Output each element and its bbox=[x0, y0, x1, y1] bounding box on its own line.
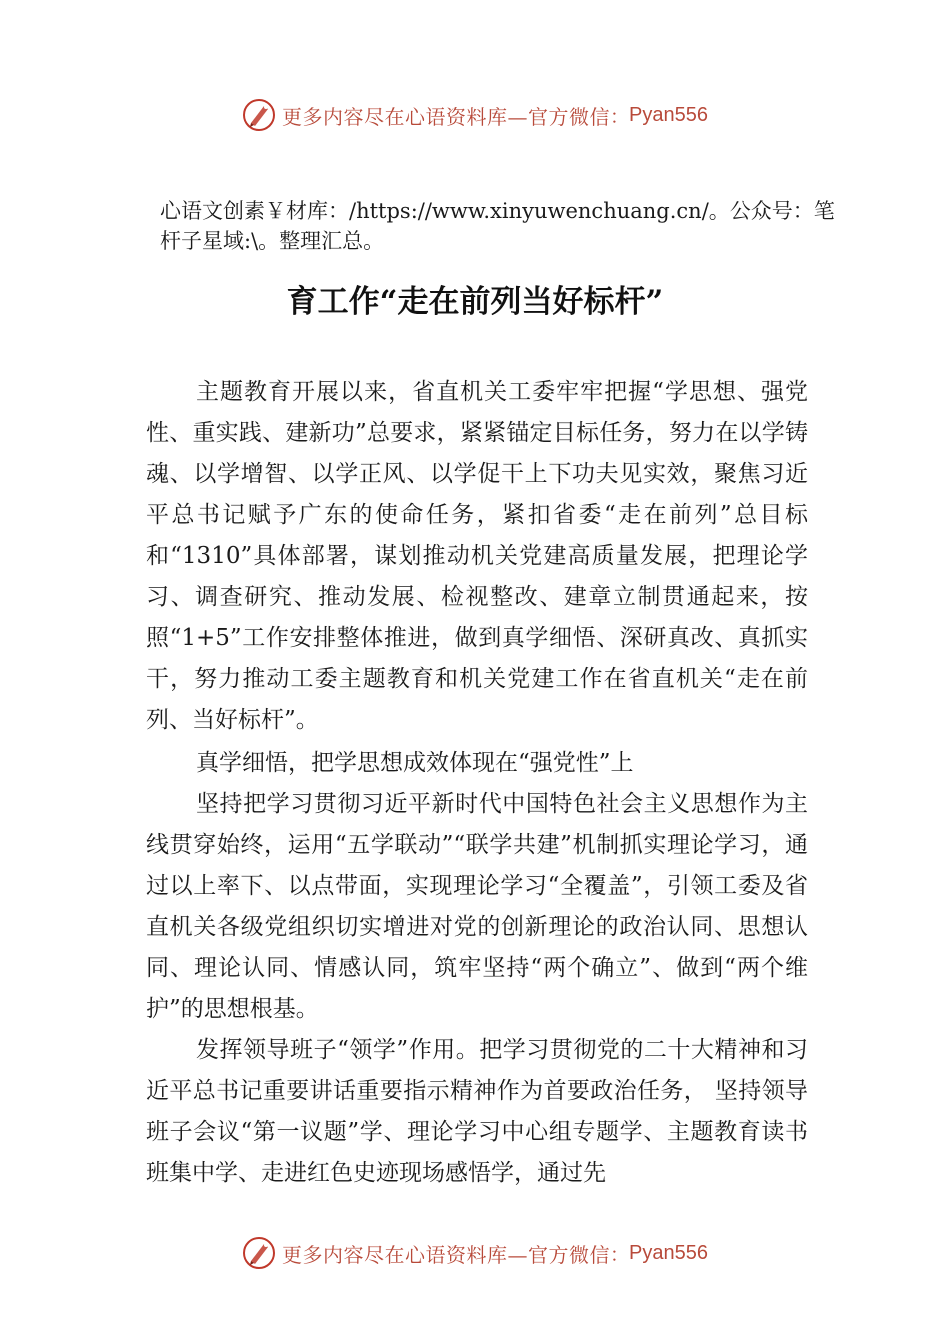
paragraph: 坚持把学习贯彻习近平新时代中国特色社会主义思想作为主线贯穿始终，运用“五学联动”“联学共建”机制抓实理论学习，通过以上率下、以点带面，实现理论学习“全覆盖”，引领工委及省直机关各级党组织切实增进对党的创新理论的政治认同、思想认同、理论认同、情感认同，筑牢坚持“两个确立”、做到“两个维护”的思想根基。 bbox=[146, 791, 808, 1022]
banner-text: 更多内容尽在心语资料库—官方微信 bbox=[282, 104, 610, 129]
section-heading: 真学细悟，把学思想成效体现在“强党性”上 bbox=[196, 750, 634, 776]
header-banner bbox=[0, 95, 950, 135]
footer-banner bbox=[0, 1233, 950, 1273]
pen-logo-icon bbox=[242, 1236, 276, 1270]
document-body bbox=[146, 372, 808, 1194]
paragraph: 发挥领导班子“领学”作用。把学习贯彻党的二十大精神和习近平总书记重要讲话重要指示精神作为首要政治任务， 坚持领导班子会议“第一议题”学、理论学习中心组专题学、主题教育读书班集中学、走进红色史迹现场感悟学，通过先 bbox=[146, 1037, 808, 1186]
banner-wechat-id: Pyan556 bbox=[629, 1241, 708, 1264]
pen-logo-icon bbox=[242, 98, 276, 132]
banner-text: 更多内容尽在心语资料库—官方微信 bbox=[282, 1242, 610, 1267]
source-note: 心语文创素￥材库：/https://www.xinyuwenchuang.cn/。公众号：笔杆子星域:\。整理汇总。 bbox=[160, 199, 835, 253]
banner-colon: ： bbox=[610, 1243, 630, 1266]
banner-colon: ： bbox=[610, 105, 630, 128]
paragraph: 主题教育开展以来，省直机关工委牢牢把握“学思想、强党性、重实践、建新功”总要求，紧紧锚定目标任务，努力在以学铸魂、以学增智、以学正风、以学促干上下功夫见实效，聚焦习近平总书记赋予广东的使命任务，紧扣省委“走在前列”总目标和“1310”具体部署，谋划推动机关党建高质量发展，把理论学习、调查研究、推动发展、检视整改、建章立制贯通起来，按照“1+5”工作安排整体推进，做到真学细悟、深研真改、真抓实干，努力推动工委主题教育和机关党建工作在省直机关“走在前列、当好标杆”。 bbox=[146, 379, 808, 733]
document-title: 育工作“走在前列当好标杆” bbox=[286, 284, 664, 320]
banner-wechat-id: Pyan556 bbox=[629, 103, 708, 126]
